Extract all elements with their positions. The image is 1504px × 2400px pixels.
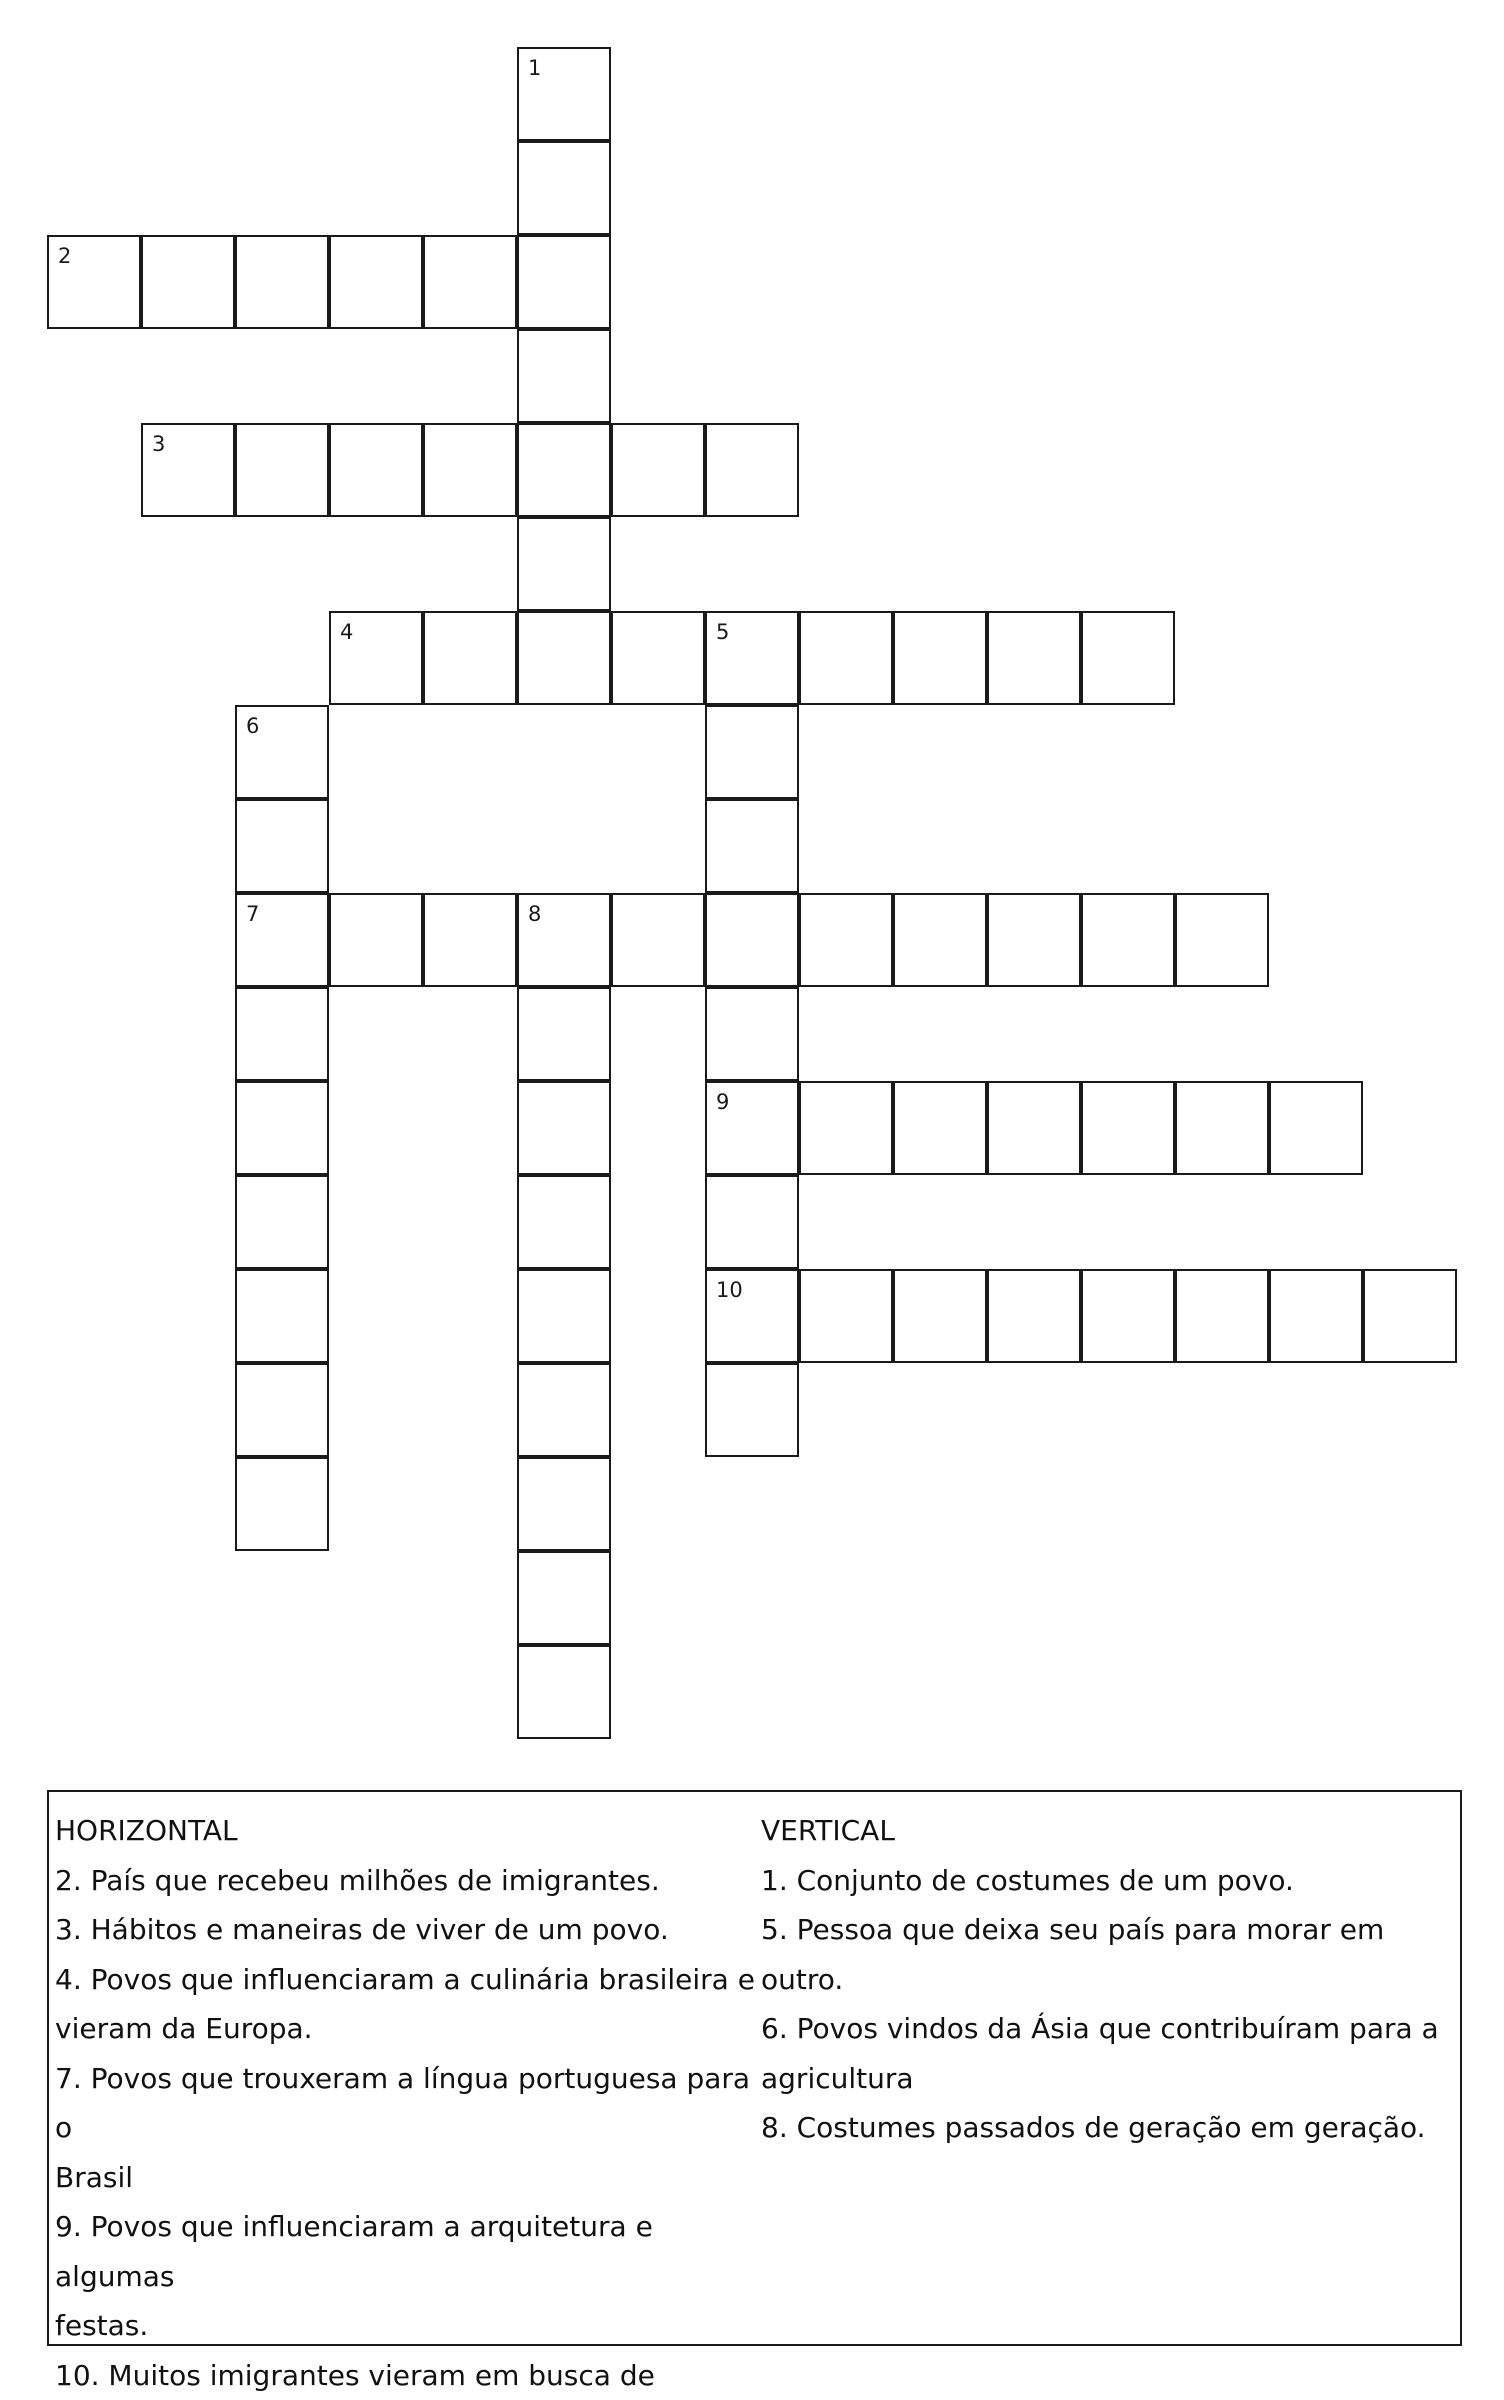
crossword-cell-2[interactable]: [47, 235, 141, 329]
crossword-cell[interactable]: [799, 1269, 893, 1363]
crossword-cell[interactable]: [705, 1363, 799, 1457]
vertical-heading: VERTICAL: [761, 1806, 1451, 1856]
crossword-cell[interactable]: [1269, 1269, 1363, 1363]
crossword-cell[interactable]: [1363, 1269, 1457, 1363]
clue-line: 5. Pessoa que deixa seu país para morar em outro.: [761, 1905, 1451, 2004]
crossword-cell[interactable]: [517, 1175, 611, 1269]
crossword-cell[interactable]: [1175, 893, 1269, 987]
clue-line: 8. Costumes passados de geração em geração.: [761, 2103, 1451, 2153]
crossword-cell[interactable]: [329, 893, 423, 987]
crossword-cell[interactable]: [705, 1175, 799, 1269]
crossword-cell[interactable]: [517, 611, 611, 705]
crossword-cell[interactable]: [141, 235, 235, 329]
crossword-cell[interactable]: [705, 423, 799, 517]
crossword-cell[interactable]: [705, 799, 799, 893]
crossword-cell[interactable]: [517, 1551, 611, 1645]
vertical-clues: [761, 1806, 1451, 2153]
crossword-cell[interactable]: [517, 1081, 611, 1175]
crossword-cell[interactable]: [1081, 1269, 1175, 1363]
crossword-cell[interactable]: [517, 1269, 611, 1363]
crossword-cell[interactable]: [517, 1363, 611, 1457]
crossword-cell[interactable]: [423, 893, 517, 987]
crossword-cell-9[interactable]: [705, 1081, 799, 1175]
crossword-cell-6[interactable]: [235, 705, 329, 799]
crossword-cell[interactable]: [799, 611, 893, 705]
clue-line: 10. Muitos imigrantes vieram em busca de: [55, 2351, 755, 2400]
crossword-cell[interactable]: [517, 1457, 611, 1551]
crossword-cell[interactable]: [987, 893, 1081, 987]
crossword-cell[interactable]: [235, 1363, 329, 1457]
crossword-cell[interactable]: [235, 987, 329, 1081]
crossword-cell[interactable]: [517, 329, 611, 423]
crossword-cell[interactable]: [235, 799, 329, 893]
crossword-cell[interactable]: [1081, 611, 1175, 705]
crossword-cell[interactable]: [893, 1081, 987, 1175]
crossword-cell[interactable]: [987, 611, 1081, 705]
crossword-cell-8[interactable]: [517, 893, 611, 987]
clues-box: [47, 1790, 1462, 2346]
crossword-cell[interactable]: [517, 517, 611, 611]
crossword-cell[interactable]: [987, 1081, 1081, 1175]
crossword-cell[interactable]: [517, 1645, 611, 1739]
crossword-cell[interactable]: [1081, 893, 1175, 987]
crossword-cell[interactable]: [611, 611, 705, 705]
clue-line: 1. Conjunto de costumes de um povo.: [761, 1856, 1451, 1906]
clue-line: 3. Hábitos e maneiras de viver de um povo.: [55, 1905, 755, 1955]
crossword-cell-3[interactable]: [141, 423, 235, 517]
clue-line: Brasil: [55, 2153, 755, 2203]
clue-line: 2. País que recebeu milhões de imigrantes.: [55, 1856, 755, 1906]
crossword-cell[interactable]: [705, 705, 799, 799]
crossword-cell[interactable]: [235, 1175, 329, 1269]
crossword-cell[interactable]: [423, 235, 517, 329]
crossword-cell[interactable]: [987, 1269, 1081, 1363]
crossword-cell[interactable]: [893, 893, 987, 987]
clue-number: 3: [152, 432, 165, 456]
crossword-cell[interactable]: [517, 423, 611, 517]
crossword-cell[interactable]: [329, 235, 423, 329]
crossword-cell[interactable]: [517, 141, 611, 235]
crossword-cell[interactable]: [235, 235, 329, 329]
crossword-cell[interactable]: [893, 1269, 987, 1363]
crossword-cell-10[interactable]: [705, 1269, 799, 1363]
crossword-cell[interactable]: [1269, 1081, 1363, 1175]
crossword-cell[interactable]: [1081, 1081, 1175, 1175]
crossword-cell[interactable]: [423, 423, 517, 517]
clue-line: 7. Povos que trouxeram a língua portuguesa para o: [55, 2054, 755, 2153]
crossword-cell-5[interactable]: [705, 611, 799, 705]
crossword-cell[interactable]: [517, 235, 611, 329]
clue-number: 4: [340, 620, 353, 644]
crossword-cell[interactable]: [235, 423, 329, 517]
crossword-cell[interactable]: [235, 1269, 329, 1363]
crossword-cell-7[interactable]: [235, 893, 329, 987]
clue-line: 6. Povos vindos da Ásia que contribuíram para a: [761, 2004, 1451, 2054]
clue-line: festas.: [55, 2301, 755, 2351]
crossword-cell-4[interactable]: [329, 611, 423, 705]
crossword-cell[interactable]: [329, 423, 423, 517]
horizontal-heading: HORIZONTAL: [55, 1806, 755, 1856]
crossword-cell[interactable]: [799, 893, 893, 987]
clue-line: agricultura: [761, 2054, 1451, 2104]
crossword-cell[interactable]: [517, 987, 611, 1081]
crossword-cell[interactable]: [799, 1081, 893, 1175]
crossword-cell[interactable]: [1175, 1269, 1269, 1363]
crossword-cell[interactable]: [611, 423, 705, 517]
horizontal-clues: [55, 1806, 755, 2400]
clue-line: vieram da Europa.: [55, 2004, 755, 2054]
clue-number: 2: [58, 244, 71, 268]
crossword-cell[interactable]: [423, 611, 517, 705]
crossword-cell[interactable]: [611, 893, 705, 987]
crossword-cell[interactable]: [235, 1081, 329, 1175]
clue-number: 6: [246, 714, 259, 738]
clue-number: 1: [528, 56, 541, 80]
crossword-cell[interactable]: [1175, 1081, 1269, 1175]
crossword-cell[interactable]: [705, 987, 799, 1081]
clue-number: 9: [716, 1090, 729, 1114]
clue-number: 7: [246, 902, 259, 926]
clue-number: 5: [716, 620, 729, 644]
clue-line: 4. Povos que influenciaram a culinária brasileira e: [55, 1955, 755, 2005]
clue-number: 8: [528, 902, 541, 926]
crossword-cell-1[interactable]: [517, 47, 611, 141]
crossword-cell[interactable]: [235, 1457, 329, 1551]
clue-line: 9. Povos que influenciaram a arquitetura e algumas: [55, 2202, 755, 2301]
crossword-cell[interactable]: [893, 611, 987, 705]
crossword-cell[interactable]: [705, 893, 799, 987]
clue-number: 10: [716, 1278, 743, 1302]
